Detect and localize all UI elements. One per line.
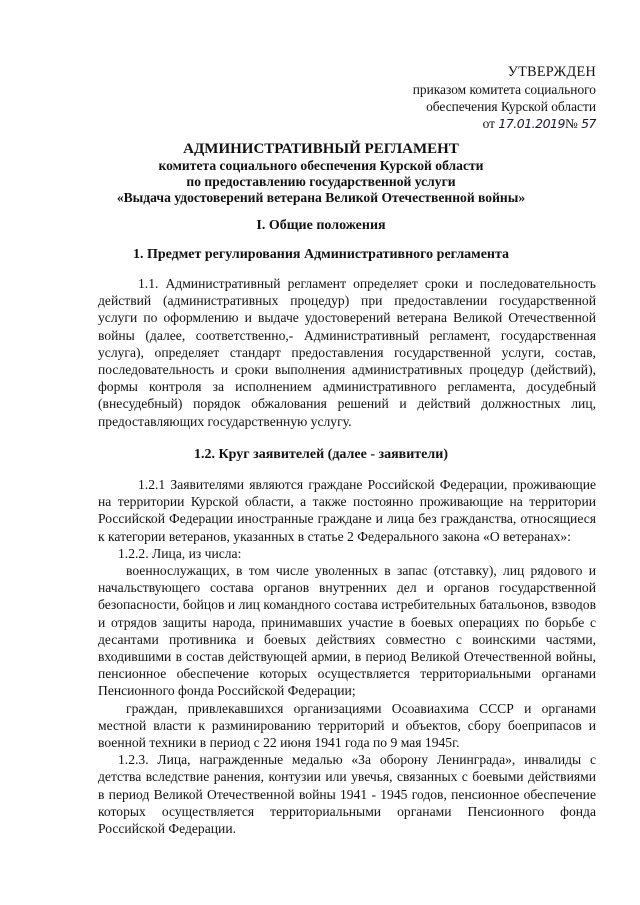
paragraph-1-2-3: 1.2.3. Лица, награжденные медалью «За оборону Ленинграда», инвалиды с детства вследствие ранения, контузии или увечья, связанных с боевыми действиями в период Великой Отечественной войны 1941 - 1945 годов, пенсионное обеспечение которых осуществляется территориальными органами Пенсионного фонда Российской Федерации. [98, 752, 596, 837]
subsection-title-applicants: 1.2. Круг заявителей (далее - заявители) [194, 447, 448, 462]
approval-line-1: приказом комитета социального [412, 82, 596, 97]
approval-date-line [336, 115, 596, 132]
document-subtitle-3: «Выдача удостоверений ветерана Великой Отечественной войны» [116, 190, 526, 205]
section-title-general: I. Общие положения [256, 218, 386, 233]
paragraph-1-2-2: 1.2.2. Лица, из числа: [118, 545, 242, 561]
number-prefix: № [564, 116, 578, 131]
date-prefix: от [482, 116, 496, 131]
handwritten-date: 17.01.2019 [498, 116, 565, 131]
document-title: АДМИНИСТРАТИВНЫЙ РЕГЛАМЕНТ [183, 141, 459, 157]
document-subtitle-1: комитета социального обеспечения Курской области [158, 158, 484, 173]
paragraph-1-2-1: 1.2.1 Заявителями являются граждане Российской Федерации, проживающие на территории Курской области, а также постоянно проживающие на территории Российской Федерации иностранные граждане и лица без гражданства, относящиеся к категории ветеранов, указанных в статье 2 Федерального закона «О ветеранах»: [98, 477, 596, 544]
approval-line-2: обеспечения Курской области [426, 99, 596, 114]
paragraph-citizens: граждан, привлекавшихся организациями Осоавиахима СССР и органами местной власти к разминированию территорий и объектов, сбору боеприпасов и военной техники в период с 22 июня 1941 года по 9 мая 1945г. [98, 700, 596, 751]
handwritten-number: 57 [581, 116, 596, 131]
approval-stamp [336, 64, 596, 132]
paragraph-military: военнослужащих, в том числе уволенных в запас (отставку), лиц рядового и начальствующего состава органов внутренних дел и органов государственной безопасности, бойцов и лиц командного состава истребительных батальонов, взводов и отрядов защиты народа, принимавших участие в боевых операциях по борьбе с десантами противника и боевых действиях совместно с воинскими частями, входившими в состав действующей армии, в период Великой Отечественной войны, пенсионное обеспечение которых осуществляется территориальными органами Пенсионного фонда Российской Федерации; [98, 563, 596, 699]
subsection-title-regulation: 1. Предмет регулирования Административного регламента [132, 247, 510, 262]
approval-title: УТВЕРЖДЕН [507, 64, 596, 80]
document-subtitle-2: по предоставлению государственной услуги [186, 174, 456, 189]
paragraph-block-1-1 [98, 275, 596, 430]
paragraph-1-1: 1.1. Административный регламент определяет сроки и последовательность действий (административных процедур) при предоставлении государственной услуги по оформлению и выдаче удостоверений ветерана Великой Отечественной войны (далее, соответственно,- Административный регламент, государственная услуга), определяет стандарт предоставления государственной услуги, состав, последовательность и сроки выполнения административных процедур (действий), формы контроля за исполнением административного регламента, досудебный (внесудебный) порядок обжалования решений и действий должностных лиц, предоставляющих государственную услугу. [98, 276, 596, 429]
paragraph-block-1-2 [98, 476, 596, 837]
